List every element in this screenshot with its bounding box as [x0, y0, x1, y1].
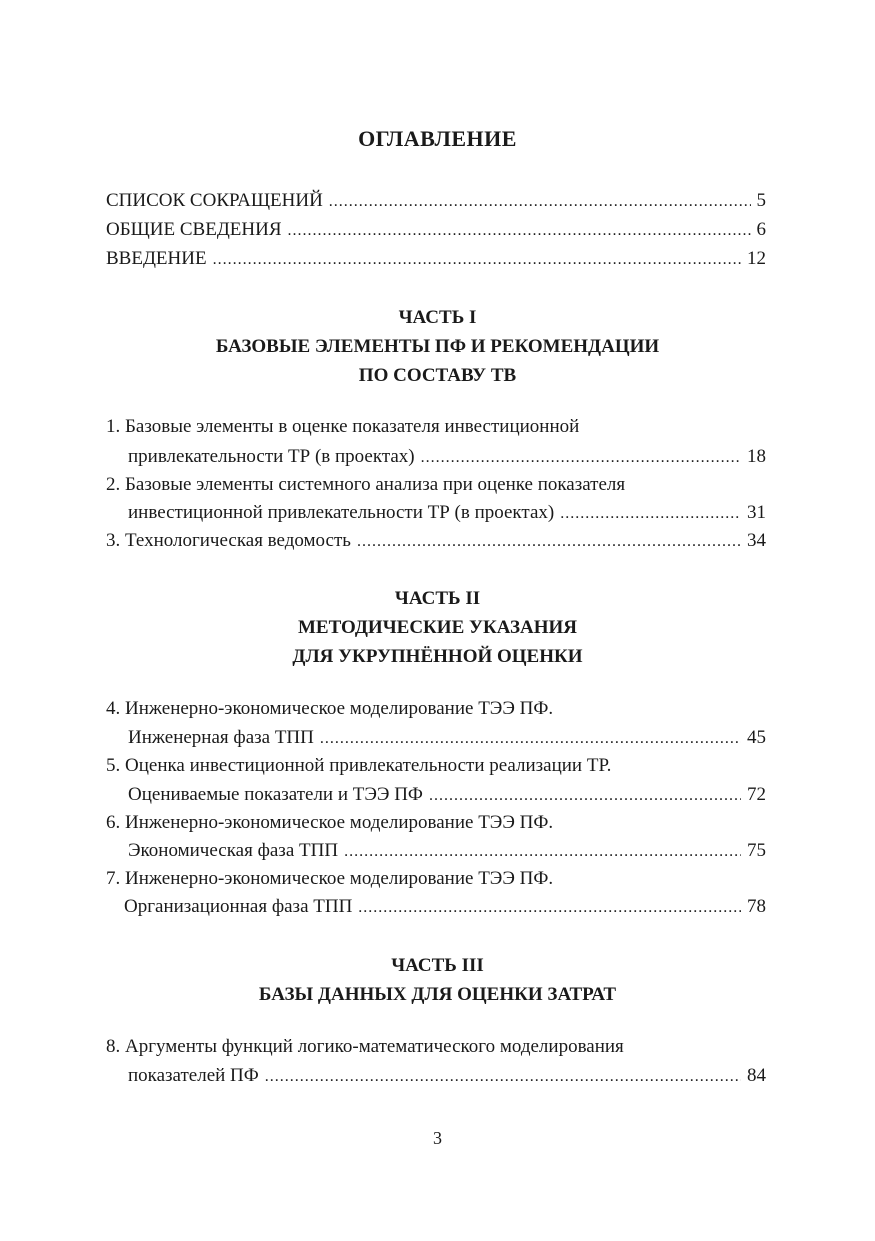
- toc-title: ОГЛАВЛЕНИЕ: [358, 126, 517, 151]
- toc-entry-3[interactable]: [106, 530, 766, 558]
- part2-title-line1: МЕТОДИЧЕСКИЕ УКАЗАНИЯ: [297, 617, 578, 638]
- toc-entry-label: СПИСОК СОКРАЩЕНИЙ: [106, 190, 323, 211]
- dot-leader: [358, 899, 741, 917]
- toc-entry-2-line1[interactable]: [106, 474, 766, 502]
- toc-entry-page: 78: [747, 896, 766, 917]
- toc-entry-7[interactable]: [124, 896, 766, 924]
- toc-entry-page: 12: [747, 248, 766, 269]
- dot-leader: [357, 533, 741, 551]
- toc-entry-introduction[interactable]: [106, 248, 766, 276]
- toc-entry-label: Организационная фаза ТПП: [124, 896, 353, 917]
- toc-entry-1-line1[interactable]: [106, 416, 766, 444]
- part3-heading: ЧАСТЬ III: [391, 955, 484, 976]
- dot-leader: [320, 730, 741, 748]
- part1-title-line1: БАЗОВЫЕ ЭЛЕМЕНТЫ ПФ И РЕКОМЕНДАЦИИ: [215, 336, 660, 357]
- dot-leader: [429, 787, 741, 805]
- dot-leader: [560, 505, 741, 523]
- toc-entry-page: 45: [747, 727, 766, 748]
- toc-entry-label: 6. Инженерно-экономическое моделирование ТЭЭ ПФ.: [106, 812, 554, 833]
- part2-heading: ЧАСТЬ II: [394, 588, 481, 609]
- toc-entry-5[interactable]: [128, 784, 766, 812]
- toc-entry-label: Оцениваемые показатели и ТЭЭ ПФ: [128, 784, 423, 805]
- dot-leader: [213, 251, 741, 269]
- toc-entry-page: 5: [756, 190, 766, 211]
- toc-entry-label: Экономическая фаза ТПП: [128, 840, 339, 861]
- toc-entry-page: 6: [756, 219, 766, 240]
- dot-leader: [329, 193, 751, 211]
- toc-entry-label: 7. Инженерно-экономическое моделирование ТЭЭ ПФ.: [106, 868, 554, 889]
- toc-entry-page: 34: [747, 530, 766, 551]
- dot-leader: [288, 222, 751, 240]
- toc-entry-page: 75: [747, 840, 766, 861]
- toc-entry-page: 18: [747, 446, 766, 467]
- toc-entry-page: 84: [747, 1065, 766, 1086]
- toc-entry-label: 4. Инженерно-экономическое моделирование ТЭЭ ПФ.: [106, 698, 554, 719]
- toc-entry-label: 1. Базовые элементы в оценке показателя инвестиционной: [106, 416, 580, 437]
- toc-entry-page: 72: [747, 784, 766, 805]
- toc-entry-label: ОБЩИЕ СВЕДЕНИЯ: [106, 219, 282, 240]
- toc-entry-label: 8. Аргументы функций логико-математического моделирования: [106, 1036, 624, 1057]
- dot-leader: [344, 843, 741, 861]
- toc-entry-2[interactable]: [128, 502, 766, 530]
- toc-entry-label: 2. Базовые элементы системного анализа при оценке показателя: [106, 474, 626, 495]
- toc-entry-6[interactable]: [128, 840, 766, 868]
- toc-entry-label: инвестиционной привлекательности ТР (в проектах): [128, 502, 555, 523]
- toc-entry-7-line1[interactable]: [106, 868, 766, 896]
- toc-entry-abbreviations[interactable]: [106, 190, 766, 218]
- toc-entry-5-line1[interactable]: [106, 755, 766, 783]
- toc-entry-label: показателей ПФ: [128, 1065, 259, 1086]
- toc-entry-label: ВВЕДЕНИЕ: [106, 248, 207, 269]
- part1-heading: ЧАСТЬ I: [398, 307, 477, 328]
- toc-entry-6-line1[interactable]: [106, 812, 766, 840]
- dot-leader: [265, 1068, 741, 1086]
- dot-leader: [421, 449, 741, 467]
- toc-entry-4-line1[interactable]: [106, 698, 766, 726]
- toc-entry-1[interactable]: [128, 446, 766, 474]
- toc-entry-label: Инженерная фаза ТПП: [128, 727, 314, 748]
- toc-entry-8-line1[interactable]: [106, 1036, 766, 1064]
- part2-title-line2: ДЛЯ УКРУПНЁННОЙ ОЦЕНКИ: [292, 646, 583, 667]
- toc-entry-general-info[interactable]: [106, 219, 766, 247]
- toc-entry-4[interactable]: [128, 727, 766, 755]
- toc-entry-label: привлекательности ТР (в проектах): [128, 446, 415, 467]
- toc-entry-label: 3. Технологическая ведомость: [106, 530, 351, 551]
- toc-entry-label: 5. Оценка инвестиционной привлекательности реализации ТР.: [106, 755, 612, 776]
- toc-entry-page: 31: [747, 502, 766, 523]
- toc-entry-8[interactable]: [128, 1065, 766, 1093]
- page-number: 3: [433, 1128, 442, 1148]
- part1-title-line2: ПО СОСТАВУ ТВ: [358, 365, 517, 386]
- part3-title-line1: БАЗЫ ДАННЫХ ДЛЯ ОЦЕНКИ ЗАТРАТ: [258, 984, 617, 1005]
